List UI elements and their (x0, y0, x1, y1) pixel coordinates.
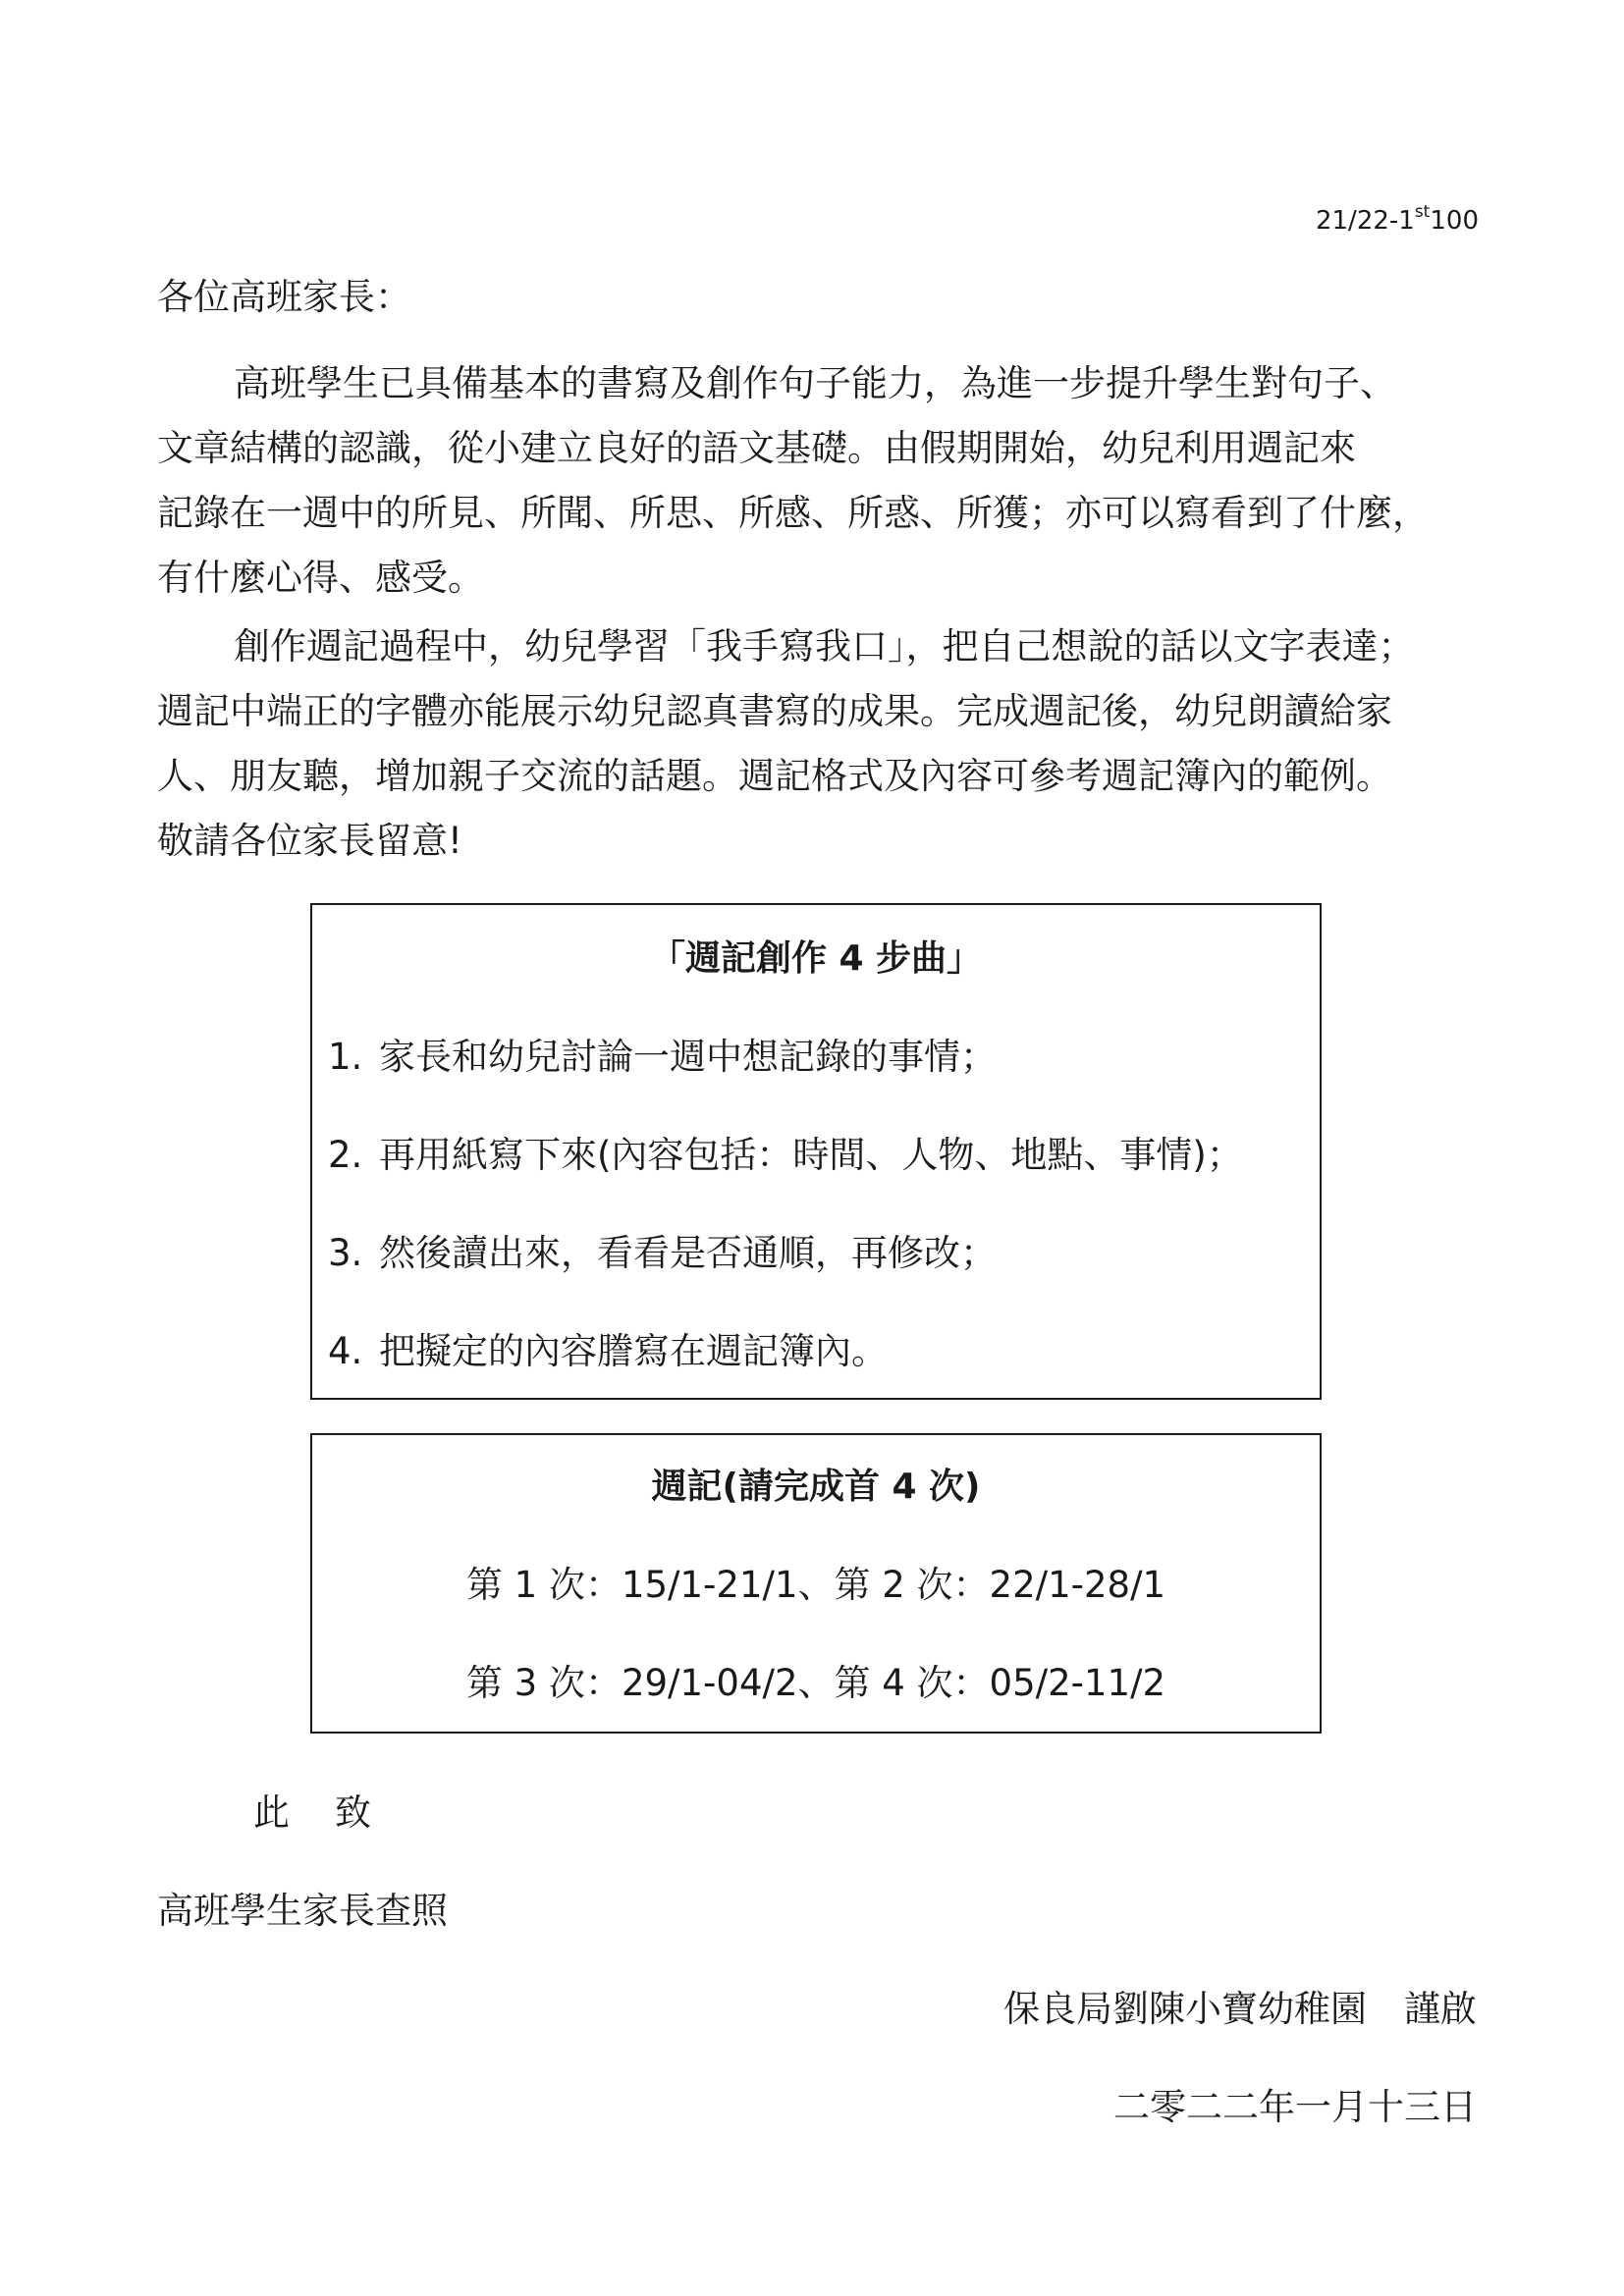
addressee: 高班學生家長查照 (157, 1890, 448, 1932)
step-text: 家長和幼兒討論一週中想記錄的事情； (379, 1036, 997, 1078)
step-number: 4. (328, 1330, 363, 1372)
paragraph-line: 文章結構的認識，從小建立良好的語文基礎。由假期開始，幼兒利用週記來 (157, 427, 1356, 469)
sender-sign-off: 謹啟 (1404, 1988, 1477, 2030)
paragraph-line: 有什麼心得、感受。 (157, 557, 484, 599)
salutation: 各位高班家長： (157, 276, 411, 318)
step-number: 1. (328, 1036, 363, 1078)
step-item (328, 1229, 1320, 1278)
schedule-line: 第 3 次：29/1-04/2、第 4 次：05/2-11/2 (465, 1662, 1166, 1704)
letter-date: 二零二二年一月十三日 (1113, 2086, 1477, 2128)
sender (1003, 1985, 1477, 2034)
reference-suffix: 100 (1430, 206, 1479, 236)
step-number: 3. (328, 1232, 363, 1274)
schedule-box-title: 週記(請完成首 4 次) (651, 1467, 981, 1507)
steps-box-title: 「週記創作 4 步曲」 (649, 938, 983, 979)
paragraph-line: 記錄在一週中的所見、所聞、所思、所感、所惑、所獲；亦可以寫看到了什麼， (157, 492, 1429, 534)
step-text: 然後讀出來，看看是否通順，再修改； (379, 1232, 997, 1274)
sender-organization: 保良局劉陳小寶幼稚園 (1003, 1988, 1367, 2030)
closing-word-1: 此 (253, 1791, 290, 1834)
paragraph-process (157, 614, 1483, 874)
closing-word-2: 致 (335, 1791, 371, 1834)
paragraph-line: 創作週記過程中，幼兒學習「我手寫我口」，把自己想說的話以文字表達； (234, 625, 1415, 667)
step-item (328, 1131, 1320, 1180)
reference-prefix: 21/22-1 (1315, 206, 1415, 236)
reference-superscript: st (1414, 202, 1431, 222)
step-item (328, 1327, 1320, 1376)
closing-phrase (253, 1789, 371, 1838)
reference-number (1316, 204, 1479, 238)
step-text: 把擬定的內容謄寫在週記簿內。 (379, 1330, 888, 1372)
step-item (328, 1033, 1320, 1082)
paragraph-line: 高班學生已具備基本的書寫及創作句子能力，為進一步提升學生對句子、 (234, 362, 1396, 404)
schedule-box (310, 1433, 1322, 1734)
steps-box (310, 903, 1322, 1400)
paragraph-line: 敬請各位家長留意! (157, 820, 462, 862)
step-text: 再用紙寫下來(內容包括：時間、人物、地點、事情)； (379, 1134, 1243, 1176)
step-number: 2. (328, 1134, 363, 1176)
paragraph-line: 人、朋友聽，增加親子交流的話題。週記格式及內容可參考週記簿內的範例。 (157, 755, 1392, 797)
schedule-line: 第 1 次：15/1-21/1、第 2 次：22/1-28/1 (465, 1564, 1166, 1606)
paragraph-intro (157, 351, 1483, 611)
paragraph-line: 週記中端正的字體亦能展示幼兒認真書寫的成果。完成週記後，幼兒朗讀給家 (157, 690, 1392, 732)
